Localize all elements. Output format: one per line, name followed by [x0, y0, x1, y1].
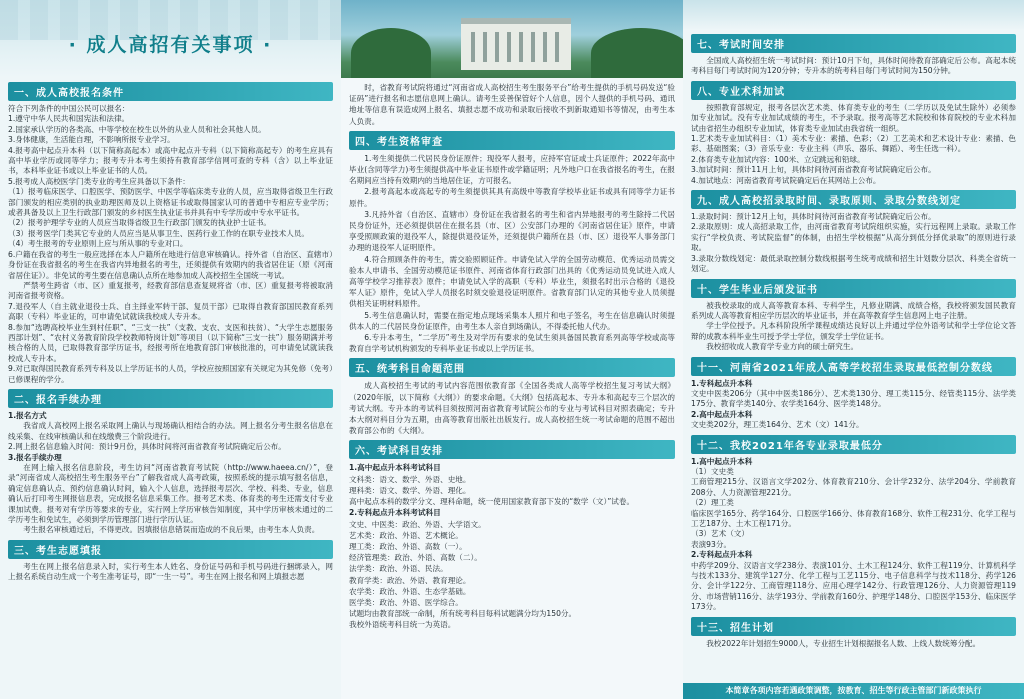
school-score-item: （3）艺术（文）	[691, 529, 749, 539]
eligibility-item: （3）报考医学门类其它专业的人员应当是从事卫生、医药行业工作的在职专业技术人员。	[8, 228, 309, 238]
subject-item: 1.高中起点升本科考试科目	[349, 463, 441, 473]
qualification-item: 5.考生信息确认时，需要在指定地点现场采集本人照片和电子签名，考生在信息确认时须提供本人的二代居民身份证原件，由考生本人亲自到场确认，不得委托他人代办。	[349, 310, 675, 331]
eligibility-item: （4）考生报考的专业原则上应与所从事的专业对口。	[8, 239, 188, 249]
art-test-item: 按照教育部规定，报考各层次艺术类、体育类专业的考生（二学历以及免试生除外）必须参加专业加试。没有专业加试成绩的考生，不予录取。报考高等艺术院校和体育院校的专业术科加试由省招生办组织专业加试，体育类专业加试由我省统一组织。	[691, 102, 1016, 133]
column-left	[0, 0, 341, 699]
qualification-item: 4.符合照顾条件的考生，需交验照顾证件。申请免试入学的全国劳动模范、优秀运动员需交验本人申请书、全国劳动模范证书原件、河南省体育行政部门出具的《优秀运动员免试进入成人高等学校学习推荐表》原件；申请免试入学的高职（专科）毕业生，须报名时出示合格的《退役军人证》原件，免试入学人员报名时须交验退役证明原件。省教育部门认定的其他专业人员须提供相关证明材料原件。	[349, 254, 675, 309]
section-title-eligibility: 一、成人高校报名条件	[8, 82, 333, 101]
section-title-registration: 二、报名手续办理	[8, 389, 333, 408]
school-score-item: 工商管理215分、汉语言文学202分、体育教育210分、会计学232分、法学204分、学前教育208分、人力资源管理221分。	[691, 477, 1016, 497]
qualification-item: 6.专升本考生，“二学历”考生及对学历有要求的免试生须具备国民教育系列高等学校或高等教育自学考试机构颁发的专科毕业证书或以上学历证书。	[349, 333, 675, 354]
registration-item: 在网上输入报名信息阶段，考生访问“河南省教育考试院（http://www.haeea.cn/）”，登录“河南省成人高校招生考生服务平台”了解我省成人高考政策，按照系统的提示填写报名信息，确定信息确认点、预约信息确认时间，输入个人信息，选择报考层次、学校、科类、专业，信息确认后打印考生网报信息表，完成报名信息采集工作。报考艺术类、体育类的考生还需支付专业课加试费。报考对有学历等要求的专业，实行网上学历审核告知制度，其中学历审核未通过的二学历考生和免试生，必须到学历管理部门进行学历认证。	[8, 463, 333, 525]
subject-item: 试题均由教育部统一命制，所有统考科目每科试题满分均为150分。	[349, 609, 577, 619]
school-score-item: 中药学209分、汉语言文学238分、表演101分、土木工程124分、软件工程119分、计算机科学与技术133分、建筑学127分、化学工程与工艺115分、电子信息科学与技术118分、药学126分、会计学122分、工商管理118分、应用心理学142分、行政管理126分、人力资源管理119分、市场营销116分、法学193分、学前教育160分、护理学148分、口腔医学153分、临床医学173分。	[691, 560, 1016, 612]
eligibility-item: 7.退役军人（自主就业退役士兵、自主择业军转干部、复员干部）已取得自教育部国民教育系列高职（专科）毕业证的，可申请免试就读我校成人专升本。	[8, 301, 333, 322]
eligibility-item: 严禁考生跨省（市、区）重复报考，经教育部信息查复规将省（市、区）重复报考将被取消河南省报考资格。	[8, 280, 333, 301]
art-test-item: 3.加试时间：预计11月上旬，具体时间待河南省教育考试院确定后公布。	[691, 165, 936, 175]
subject-item: 经济管理类：政治、外语、高数（二）。	[349, 553, 482, 563]
exam-scope-text: 成人高校招生考试的考试内容范围依教育部《全国各类成人高等学校招生复习考试大纲》（2020年版，以下简称《大纲》）的要求命题。《大纲》包括高起本、专升本和高起专三个层次的考试大纲。专升本的考试科目须按照河南省教育考试院公布的专业与考试科目对照表确定；专升本大纲对科目分为五期，由高等教育出版社出版发行。成人高校招生统一考试命题的范围不超出教育部公布的《大纲》。	[349, 381, 675, 436]
school-score-item: （2）理工类	[691, 498, 734, 508]
tree-decoration	[591, 28, 683, 78]
eligibility-item: （1）报考临床医学、口腔医学、预防医学、中医学等临床类专业的人员，应当取得省级卫生行政部门颁发的相应类别的执业助理医师及以上资格证书或取得国家认可的普通中专相应专业学历；或者具备及以上卫生行政部门颁发的乡村医生执业证书并具有中专学历或中专水平证书。	[8, 187, 333, 218]
registration-item: 2.网上报名信息输入时间：预计9月份，具体时间将河南省教育考试院确定后公布。	[8, 442, 286, 452]
certificate-item: 被我校录取的成人高等教育本科、专科学生，凡修业期满、成绩合格，我校将颁发国民教育系列成人高等教育相应学历层次的毕业证书，并在高等教育学生信息网上电子注册。	[691, 300, 1016, 320]
eligibility-item: 1.遵守中华人民共和国宪法和法律。	[8, 114, 130, 124]
subject-item: 农学类：政治、外语、生态学基础。	[349, 586, 471, 596]
header-banner	[0, 0, 341, 78]
school-score-item: 1.高中起点升本科	[691, 456, 753, 466]
eligibility-item: （2）报考护理学专业的人员应当取得省级卫生行政部门颁发的执业护士证书。	[8, 218, 272, 228]
qualification-item: 1.考生须提供二代居民身份证原件；现役军人报考，应持军官证或士兵证原件；2022年高中毕业(含同等学力)考生须提供高中毕业证书原件或学籍证明；凡外地户口在我省报名的考生，在报名期间应当持有效期内的当地居住证，方可报名。	[349, 153, 675, 186]
min-score-item: 2.高中起点升本科	[691, 409, 753, 419]
art-test-item: 2.体育类专业加试内容：100米、立定跳远和铅球。	[691, 154, 865, 164]
min-score-item: 文史中医类206分（其中中医类186分）、艺术类130分、理工类115分、经管类115分、法学类175分、教育学类140分、农学类164分、医学类148分。	[691, 388, 1016, 409]
art-test-item: 1.艺术类专业加试科目：（1）美术专业：素描、色彩；（2）工艺美术和艺术设计专业：素描、色彩、基础图案；（3）音乐专业：专业主科（声乐、器乐、舞蹈）、考生任选一科）。	[691, 134, 1016, 154]
qualification-item: 3.凡持外省（自治区、直辖市）身份证在我省报名的考生和省内异地报考的考生除持二代居民身份证外，还必须提供居住在报名县（市、区）公安部门办理的《河南省居住证》原件，申请享受照顾政策的退役军人，除提供退役证外，还须提供户籍所在县（市、区）退役军人事务部门办理的退役军人证明原件。	[349, 209, 675, 253]
certificate-item: 学士学位授予。凡本科阶段所学课程成绩达良好以上并通过学位外语考试和学士学位论文答辩的成教本科毕业生可授予学士学位，颁发学士学位证书。	[691, 321, 1016, 341]
subject-item: 理工类：政治、外语、高数（一）。	[349, 541, 467, 551]
subject-item: 2.专科起点升本科考试科目	[349, 508, 441, 518]
top-banner-decoration	[683, 0, 1024, 30]
section-title-qualification: 四、考生资格审查	[349, 131, 675, 150]
school-score-item: （1）文史类	[691, 466, 734, 476]
subject-item: 高中起点本科的数学分文、理科命题，统一使用国家教育部下发的“数学（文）”试卷。	[349, 497, 635, 507]
volunteer-text: 考生在网上报名信息录入时，实行考生本人姓名、身份证号码和手机号码进行捆绑录入，网上报名系统自动生成一个考生准考证号，即“一生一号”。考生在网上报名和网上填报志愿	[8, 561, 333, 582]
subject-item: 文科类：语文、数学、外语、史地。	[349, 474, 471, 484]
enrollment-plan-text: 我校2022年计划招生9000人，专业招生计划根据报名人数、上线人数统筹分配。	[706, 638, 981, 648]
campus-photo	[341, 0, 683, 78]
art-test-item: 4.加试地点：河南省教育考试院确定后在其网站上公布。	[691, 175, 881, 185]
admission-item: 1.录取时间：预计12月上旬，具体时间待河南省教育考试院确定后公布。	[691, 212, 936, 222]
eligibility-intro: 符合下列条件的中国公民可以报名：	[8, 104, 130, 113]
tree-decoration	[351, 28, 431, 78]
section-title-exam-scope: 五、统考科目命题范围	[349, 358, 675, 377]
eligibility-item: 5.报考成人高校医学门类专业的考生应具备以下条件：	[8, 176, 190, 186]
school-score-item: 临床医学165分、药学164分、口腔医学166分、体育教育168分、软件工程231分、化学工程与工艺187分、土木工程171分。	[691, 508, 1016, 528]
subject-item: 艺术类：政治、外语、艺术概论。	[349, 530, 463, 540]
section-title-school-scores: 十二、我校2021年各专业录取最低分	[691, 435, 1016, 454]
column-right	[683, 0, 1024, 699]
section-title-volunteer: 三、考生志愿填报	[8, 540, 333, 559]
registration-item: 考生报名审核通过后，不得更改。因填报信息错误而造成的不良后果，由考生本人负责。	[23, 525, 320, 535]
subject-item: 教育学类：政治、外语、教育理论。	[349, 575, 471, 585]
section-title-certificate: 十、学生毕业后颁发证书	[691, 279, 1016, 298]
eligibility-item: 3.身体健康，生活能自理，不影响所报专业学习。	[8, 135, 175, 145]
admission-item: 3.录取分数线划定：最低录取控制分数线根据考生统考成绩和招生计划数分层次、科类全省统一划定。	[691, 253, 1016, 274]
eligibility-item: 8.参加“选聘高校毕业生到村任职”、“三支一扶”（支教、支农、支医和扶贫）、“大学生志愿服务西部计划”、“农村义务教育阶段学校教师特岗计划”等项目（以下简称“三支一扶”）服务期满并考核合格的人员，已取得教育部学历证书，经报考所在地教育部门审核批准的，可申请免试就读我校成人专升本。	[8, 322, 333, 363]
subject-item: 医学类：政治、外语、医学综合。	[349, 597, 463, 607]
subject-item: 法学类：政治、外语、民法。	[349, 564, 448, 574]
section-title-exam-subjects: 六、考试科目安排	[349, 440, 675, 459]
min-score-item: 1.专科起点升本科	[691, 378, 753, 388]
section-title-min-score-2021: 十一、河南省2021年成人高等学校招生录取最低控制分数线	[691, 357, 1016, 376]
policy-notice-bar: 本简章各项内容若遇政策调整，按教育、招生等行政主管部门新政策执行	[683, 683, 1024, 699]
eligibility-item: 9.对已取得国民教育系列专科及以上学历证书的人员，学校应按照国家有关规定为其免修（免考）已修课程的学分。	[8, 364, 333, 384]
admission-item: 2.录取原则：成人高招录取工作，由河南省教育考试院组织实施，实行远程网上录取。录取工作实行“学校负责、考试院监督”的体制，由招生学校根据“从高分到低分择优录取”的原则进行录取。	[691, 222, 1016, 253]
column-middle	[341, 0, 683, 699]
volunteer-text-continued: 时，省教育考试院将通过“河南省成人高校招生考生服务平台”给考生提供的手机号码发送“验证码”进行报名和志愿信息网上确认。请考生妥善保管好个人信息，因个人提供的手机号码、通讯地址等信息有误造成网上报名、填报志愿不成功和录取后接收不到新取通知书等情况，由考生本人负责。	[349, 83, 675, 126]
subject-item: 文史、中医类：政治、外语、大学语文。	[349, 519, 486, 529]
min-score-item: 文史类202分，理工类164分、艺术（文）141分。	[691, 420, 864, 430]
section-title-admission: 九、成人高校招录取时间、录取原则、录取分数线划定	[691, 190, 1016, 209]
certificate-item: 我校招收成人教育学专业方向的硕士研究生。	[706, 342, 859, 352]
school-score-item: 表演93分。	[691, 539, 732, 549]
school-score-item: 2.专科起点升本科	[691, 550, 753, 560]
eligibility-item: 6.户籍在我省的考生一般应选择在本人户籍所在地进行信息审核确认。持外省（自治区、直辖市）身份证在我省报名的考生在我省内异地报名的考生，还须提供有效期内的我省居住证（原《河南省居住证》）。非免试的考生要在信息确认点所在地参加成人高校招生全国统一考试。	[8, 249, 333, 280]
registration-item: 我省成人高校网上报名采取网上确认与现场确认相结合的办法。网上报名分考生报名信息在线采集、在线审核确认和在线缴费三个阶段进行。	[8, 421, 333, 441]
campus-building	[461, 18, 571, 70]
eligibility-item: 4.报考高中起点升本科（以下简称高起本）或高中起点升专科（以下简称高起专）的考生应具有高中毕业学历或同等学力；报考专升本考生须持有教育部学信网可查的专科（含）以上毕业证书，本科毕业证书或以上毕业证书的人员。	[8, 145, 333, 176]
subject-item: 理科类：语文、数学、外语、理化。	[349, 485, 471, 495]
registration-item: 3.报名手续办理	[8, 452, 62, 462]
registration-item: 1.报名方式	[8, 410, 47, 420]
exam-time-text: 全国成人高校招生统一考试时间：预计10月下旬，具体时间待教育部确定后公布。高起本统考科目每门考试时间为120分钟；专升本的统考科目每门考试时间为150分钟。	[691, 56, 1016, 76]
section-title-art-test: 八、专业术科加试	[691, 81, 1016, 100]
subject-item: 我校外语统考科目统一为英语。	[349, 620, 456, 630]
qualification-item: 2.报考高起本或高起专的考生须提供其具有高级中等教育学校毕业证书或具有同等学力证书原件。	[349, 187, 675, 208]
section-title-enrollment-plan: 十三、招生计划	[691, 617, 1016, 636]
page-title: · 成人高招有关事项 ·	[68, 34, 273, 56]
eligibility-item: 2.国家承认学历的各类高、中等学校在校生以外的从业人员和社会其他人员。	[8, 124, 266, 134]
section-title-exam-time: 七、考试时间安排	[691, 34, 1016, 53]
